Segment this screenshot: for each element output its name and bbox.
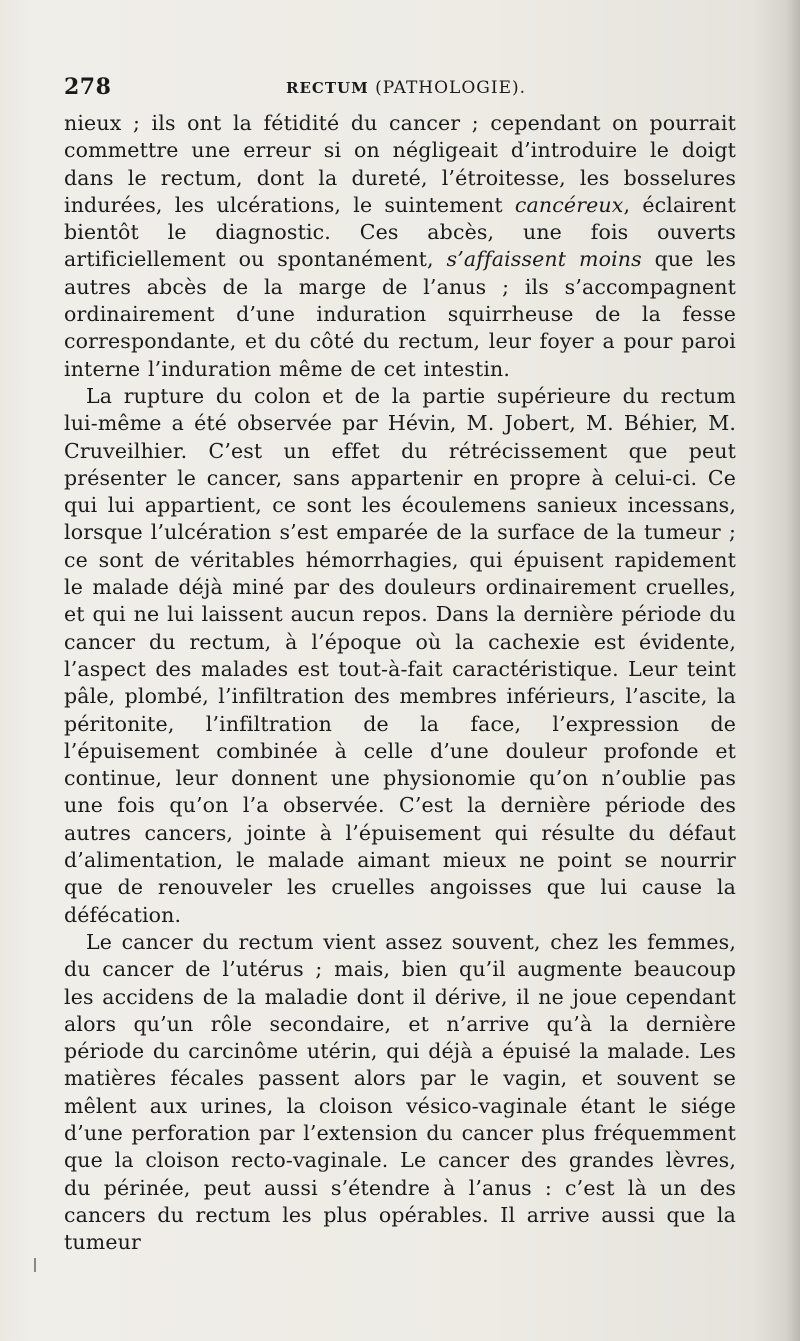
page-number: 278 [64, 74, 112, 100]
running-head-sub: (PATHOLOGIE). [375, 78, 527, 98]
paragraph-1-italic-affaissent: s’affaissent moins [446, 247, 642, 272]
paragraph-1-part-3: , éclairent bientôt le diagnostic. Ces abcès, une fois ouverts artificiellement ou spontanément, [64, 192, 736, 272]
paragraph-1 [64, 110, 736, 383]
running-head [286, 78, 526, 98]
paragraph-3: Le cancer du rectum vient assez souvent, chez les femmes, du cancer de l’utérus ; mais, bien qu’il augmente beaucoup les accidens de la maladie dont il dérive, il ne joue cependant alors qu’un rôle secondaire, et n’arrive qu’à la dernière période du carcinôme utérin, qui déjà a épuisé la malade. Les matières fécales passent alors par le vagin, et souvent se mêlent aux urines, la cloison vésico-vaginale étant le siége d’une perforation par l’extension du cancer plus fréquemment que la cloison recto-vaginale. Le cancer des grandes lèvres, du périnée, peut aussi s’étendre à l’anus : c’est là un des cancers du rectum les plus opérables. Il arrive aussi que la tumeur [64, 929, 736, 1255]
page-header [64, 74, 734, 104]
paragraph-1-part-5: que les autres abcès de la marge de l’anus ; ils s’accompagnent ordinairement d’une induration squirrheuse de la fesse correspondante, et du côté du rectum, leur foyer a pour paroi interne l’induration même de cet intestin. [64, 247, 737, 381]
body-text [64, 110, 736, 1256]
paragraph-2: La rupture du colon et de la partie supérieure du rectum lui-même a été observée par Hévin, M. Jobert, M. Béhier, M. Cruveilhier. C’est un effet du rétrécissement que peut présenter le cancer, sans appartenir en propre à celui-ci. Ce qui lui appartient, ce sont les écoulemens sanieux incessans, lorsque l’ulcération s’est emparée de la surface de la tumeur ; ce sont de véritables hémorrhagies, qui épuisent rapidement le malade déjà miné par des douleurs ordinairement cruelles, et qui ne lui laissent aucun repos. Dans la dernière période du cancer du rectum, à l’époque où la cachexie est évidente, l’aspect des malades est tout-à-fait caractéristique. Leur teint pâle, plombé, l’infiltration des membres inférieurs, l’ascite, la péritonite, l’infiltration de la face, l’expression de l’épuisement combinée à celle d’une douleur profonde et continue, leur donnent une physionomie qu’on n’oublie pas une fois qu’on l’a observée. C’est la dernière période des autres cancers, jointe à l’épuisement qui résulte du défaut d’alimentation, le malade aimant mieux ne point se nourrir que de renouveler les cruelles angoisses que lui cause la défécation. [64, 383, 736, 927]
running-head-main: RECTUM [286, 79, 369, 97]
print-speck [34, 1258, 36, 1272]
paragraph-1-italic-cancereux: cancéreux [514, 192, 624, 217]
page-edge-shadow [786, 0, 800, 1341]
paragraph-1-part-1: nieux ; ils ont la fétidité du cancer ; cependant on pourrait commettre une erreur si on négligeait d’introduire le doigt dans le rectum, dont la dureté, l’étroitesse, les bosselures indurées, les ulcérations, le suintement [64, 111, 736, 217]
